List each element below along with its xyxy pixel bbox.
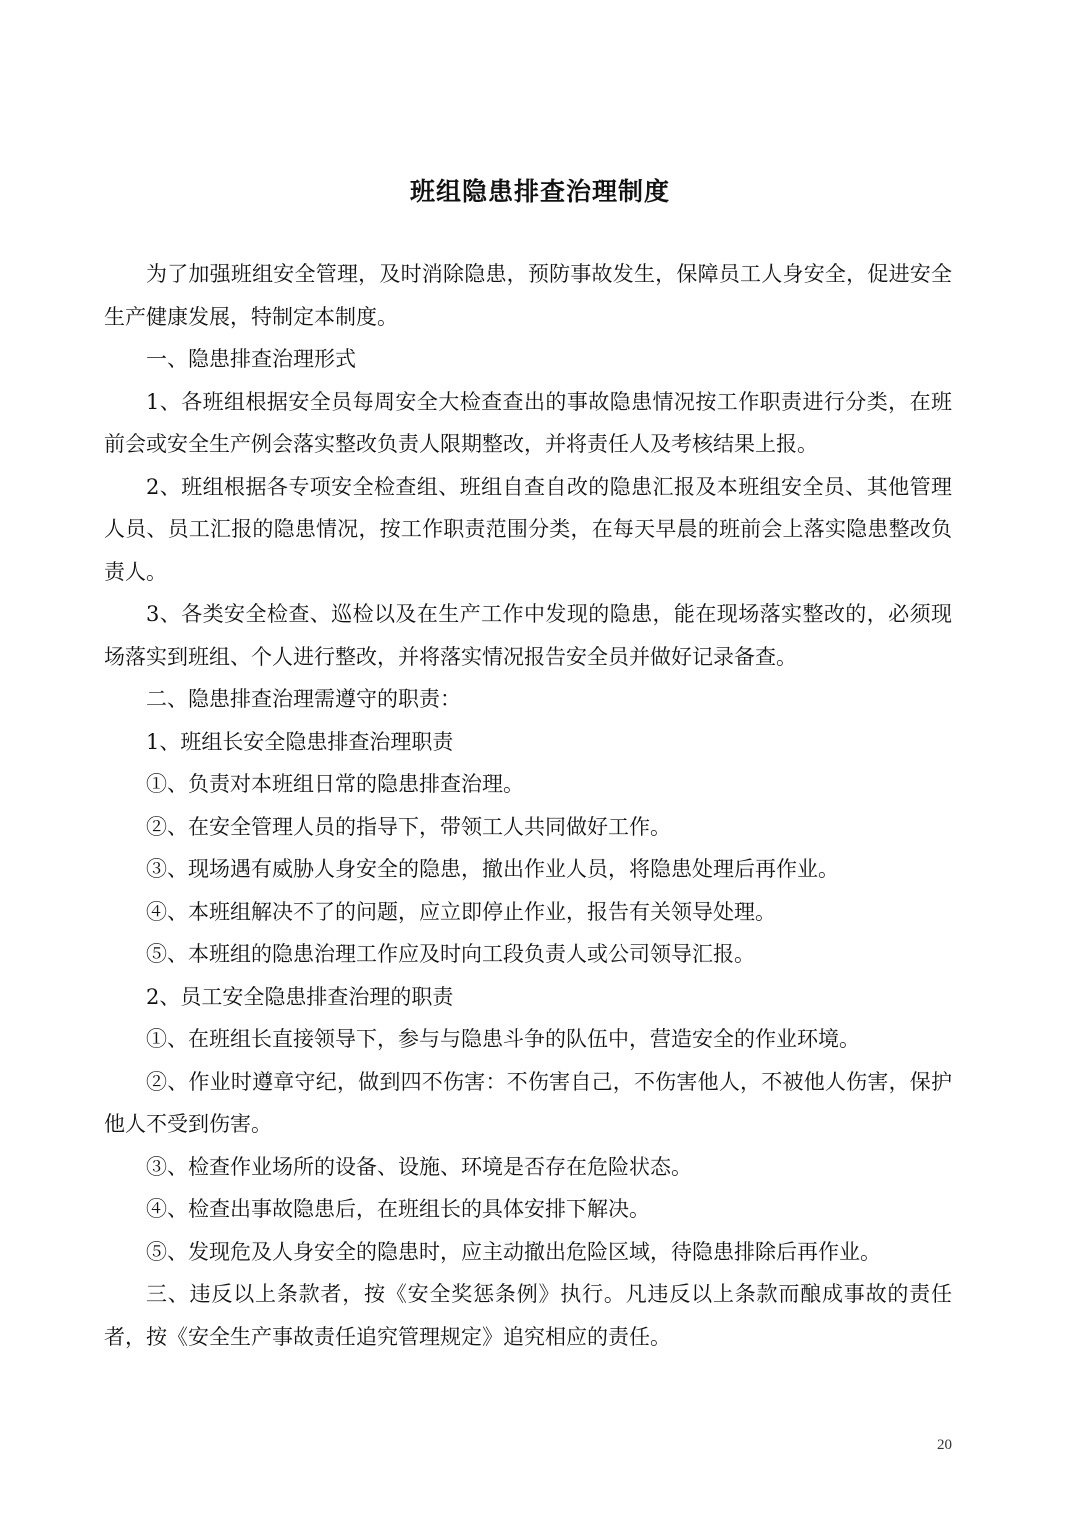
list-item: ④、检查出事故隐患后，在班组长的具体安排下解决。 bbox=[146, 1197, 650, 1221]
page-number: 20 bbox=[937, 1437, 952, 1453]
section-heading-3: 三、违反以上条款者，按《安全奖惩条例》执行。凡违反以上条款而酿成事故的责任者，按《安全生产事故责任追究管理规定》追究相应的责任。 bbox=[104, 1282, 952, 1349]
list-item: ⑤、发现危及人身安全的隐患时，应主动撤出危险区域，待隐患排除后再作业。 bbox=[146, 1239, 881, 1264]
document-title: 班组隐患排查治理制度 bbox=[409, 177, 670, 206]
document-body bbox=[104, 253, 952, 1358]
list-item: ②、在安全管理人员的指导下，带领工人共同做好工作。 bbox=[146, 814, 671, 839]
paragraph-intro: 为了加强班组安全管理，及时消除隐患，预防事故发生，保障员工人身安全，促进安全生产健康发展，特制定本制度。 bbox=[104, 262, 952, 329]
list-item: ③、现场遇有威胁人身安全的隐患，撤出作业人员，将隐患处理后再作业。 bbox=[146, 857, 839, 881]
list-item: ①、在班组长直接领导下，参与与隐患斗争的队伍中，营造安全的作业环境。 bbox=[146, 1027, 860, 1051]
paragraph-item: 3、各类安全检查、巡检以及在生产工作中发现的隐患，能在现场落实整改的，必须现场落实到班组、个人进行整改，并将落实情况报告安全员并做好记录备查。 bbox=[104, 602, 952, 669]
section-heading-1: 一、隐患排查治理形式 bbox=[146, 347, 356, 371]
subsection-heading: 2、员工安全隐患排查治理的职责 bbox=[146, 984, 454, 1009]
list-item: ④、本班组解决不了的问题，应立即停止作业，报告有关领导处理。 bbox=[146, 899, 776, 924]
subsection-heading: 1、班组长安全隐患排查治理职责 bbox=[146, 729, 454, 754]
paragraph-item: 2、班组根据各专项安全检查组、班组自查自改的隐患汇报及本班组安全员、其他管理人员、员工汇报的隐患情况，按工作职责范围分类，在每天早晨的班前会上落实隐患整改负责人。 bbox=[104, 474, 952, 584]
list-item: ③、检查作业场所的设备、设施、环境是否存在危险状态。 bbox=[146, 1154, 692, 1179]
list-item: ②、作业时遵章守纪，做到四不伤害：不伤害自己，不伤害他人，不被他人伤害，保护他人不受到伤害。 bbox=[104, 1069, 952, 1136]
paragraph-item: 1、各班组根据安全员每周安全大检查查出的事故隐患情况按工作职责进行分类，在班前会或安全生产例会落实整改负责人限期整改，并将责任人及考核结果上报。 bbox=[104, 389, 952, 456]
list-item: ⑤、本班组的隐患治理工作应及时向工段负责人或公司领导汇报。 bbox=[146, 942, 755, 966]
list-item: ①、负责对本班组日常的隐患排查治理。 bbox=[146, 772, 524, 796]
section-heading-2: 二、隐患排查治理需遵守的职责： bbox=[146, 687, 461, 711]
